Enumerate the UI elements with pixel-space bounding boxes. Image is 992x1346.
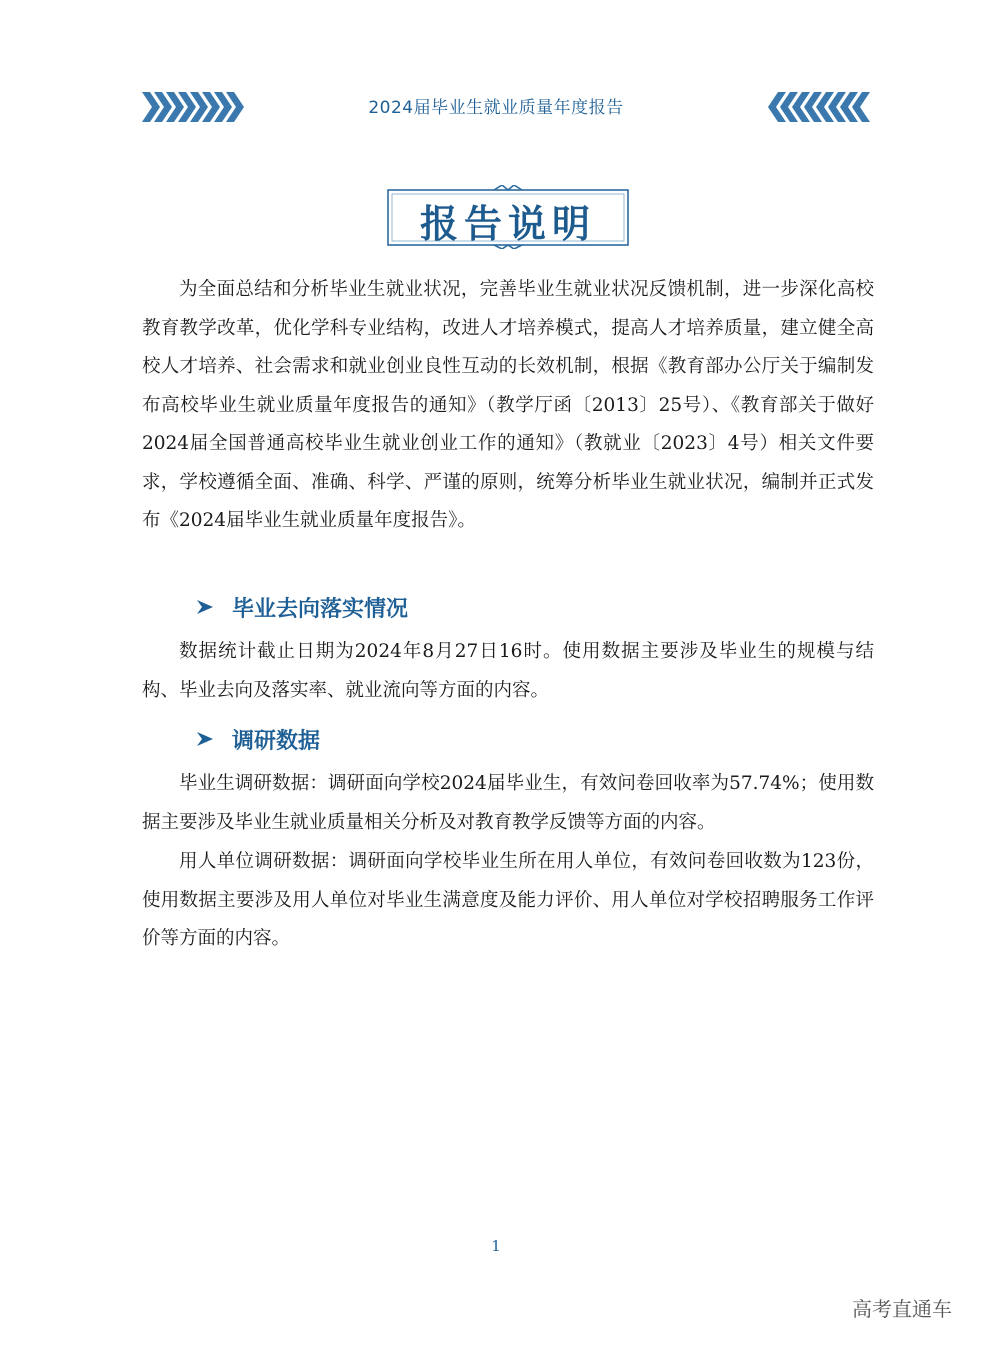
section-paragraph: 数据统计截止日期为2024年8月27日16时。使用数据主要涉及毕业生的规模与结构、毕业去向及落实率、就业流向等方面的内容。 — [142, 641, 874, 701]
report-title: 报告说明 — [419, 201, 596, 246]
header-right-decoration — [764, 90, 870, 124]
page-header — [0, 78, 992, 136]
report-title-box — [386, 185, 630, 249]
section-heading-survey-data — [196, 724, 320, 754]
section-paragraph: 毕业生调研数据：调研面向学校2024届毕业生，有效问卷回收率为57.74%；使用数据主要涉及毕业生就业质量相关分析及对教育教学反馈等方面的内容。 — [142, 773, 874, 833]
page-number: 1 — [491, 1237, 501, 1255]
intro-paragraph: 为全面总结和分析毕业生就业状况，完善毕业生就业状况反馈机制，进一步深化高校教育教学改革，优化学科专业结构，改进人才培养模式，提高人才培养质量，建立健全高校人才培养、社会需求和就业创业良性互动的长效机制，根据《教育部办公厅关于编制发布高校毕业生就业质量年度报告的通知》（教学厅函〔2013〕25号）、《教育部关于做好2024届全国普通高校毕业生就业创业工作的通知》（教就业〔2023〕4号）相关文件要求，学校遵循全面、准确、科学、严谨的原则，统筹分析毕业生就业状况，编制并正式发布《2024届毕业生就业质量年度报告》。 — [142, 279, 874, 531]
arrow-right-icon — [196, 598, 214, 616]
header-title: 2024届毕业生就业质量年度报告 — [368, 98, 624, 118]
watermark-text: 高考直通车 — [852, 1297, 952, 1321]
section-heading-graduation-destination — [196, 592, 408, 622]
double-chevron-icon — [764, 90, 870, 124]
section-heading-text: 调研数据 — [232, 728, 321, 754]
section-paragraph: 用人单位调研数据：调研面向学校毕业生所在用人单位，有效问卷回收数为123份，使用数据主要涉及用人单位对毕业生满意度及能力评价、用人单位对学校招聘服务工作评价等方面的内容。 — [142, 851, 874, 949]
arrow-right-icon — [196, 730, 214, 748]
section-heading-text: 毕业去向落实情况 — [232, 596, 409, 622]
